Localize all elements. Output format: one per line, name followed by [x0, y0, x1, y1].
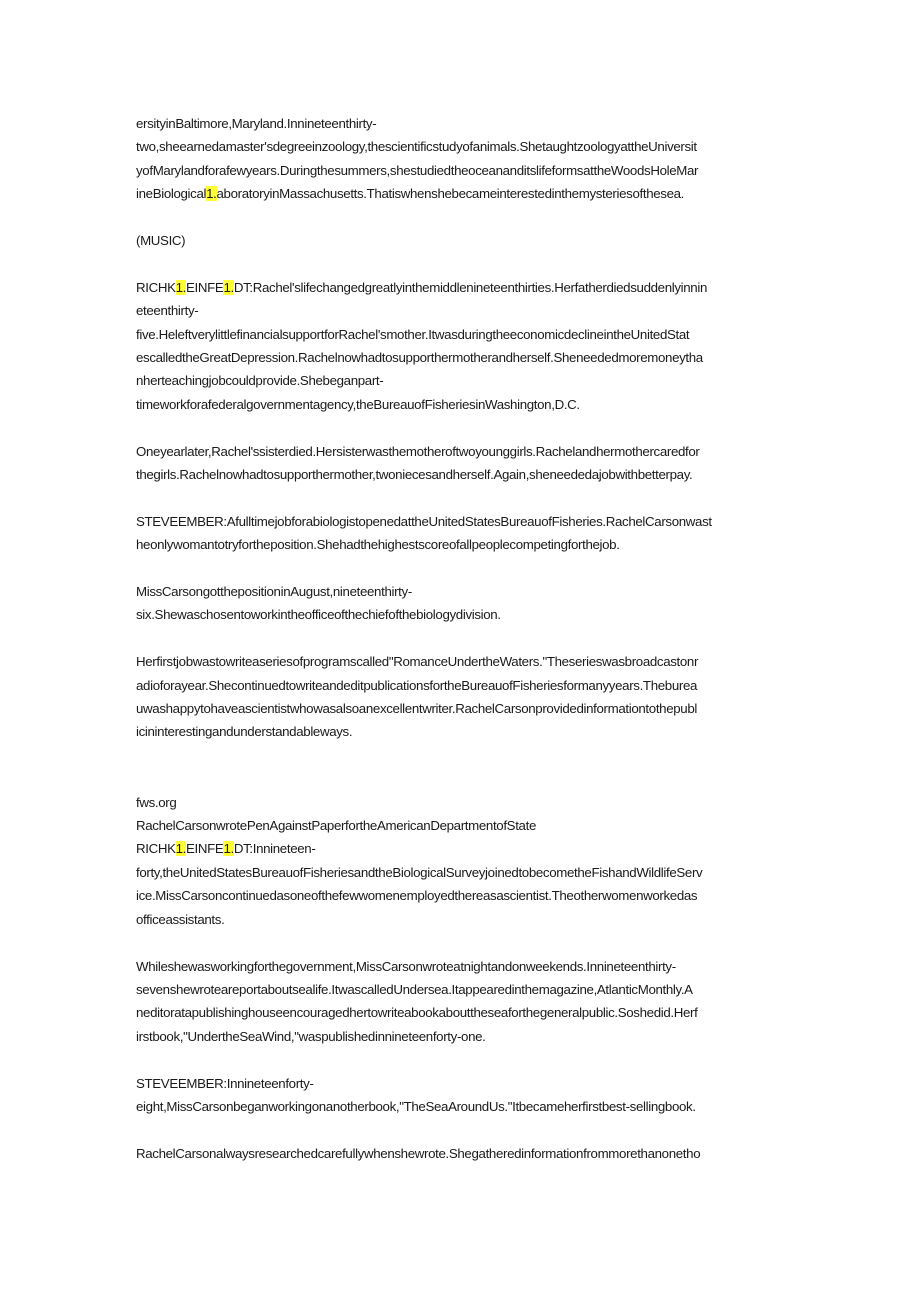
text-line: heonlywomantotryfortheposition.Shehadthehighestscoreofallpeoplecompetingforthejob. — [136, 537, 620, 553]
text-line: uwashappytohaveascientistwhowasalsoanexcellentwriter.RachelCarsonprovidedinformationtothepubl — [136, 701, 697, 717]
paragraph-4 — [136, 510, 786, 557]
paragraph-1 — [136, 112, 786, 206]
text-line: RachelCarsonwrotePenAgainstPaperfortheAmericanDepartmentofState — [136, 818, 536, 834]
text-line: five.HeleftverylittlefinancialsupportforRachel'smother.ItwasduringtheeconomicdeclineintheUnitedStat — [136, 326, 690, 342]
text-line: yofMarylandforafewyears.Duringthesummers,shestudiedtheoceananditslifeformsattheWoodsHoleMar — [136, 162, 699, 178]
highlight-mark: 1. — [175, 279, 187, 295]
text-line: sevenshewroteareportaboutsealife.ItwascalledUndersea.Itappearedinthemagazine,AtlanticMonthly.A — [136, 981, 693, 997]
text-line: officeassistants. — [136, 911, 225, 927]
text-line: fws.org — [136, 794, 177, 810]
paragraph-6 — [136, 650, 786, 744]
text-line: two,sheearnedamaster'sdegreeinzoology,thescientificstudyofanimals.ShetaughtzoologyattheUniversit — [136, 139, 697, 155]
text-line: RachelCarsonalwaysresearchedcarefullywhenshewrote.Shegatheredinformationfrommorethanonetho — [136, 1145, 701, 1161]
text-run: DT:Innineteen- — [233, 841, 316, 857]
highlight-mark: 1. — [175, 841, 187, 857]
text-line: escalledtheGreatDepression.Rachelnowhadtosupporthermotherandherself.Sheneededmoremoneytha — [136, 350, 703, 366]
highlight-mark: 1. — [206, 186, 217, 202]
text-line — [136, 182, 786, 205]
text-run: aboratoryinMassachusetts.Thatiswhenshebecameinterestedinthemysteriesofthesea. — [216, 186, 685, 202]
text-line: icininterestingandunderstandableways. — [136, 724, 353, 740]
text-line: (MUSIC) — [136, 233, 186, 249]
text-run: EINFE — [186, 841, 224, 857]
text-line: STEVEEMBER:Innineteenforty- — [136, 1075, 314, 1091]
text-run: RICHK — [136, 841, 176, 857]
paragraph-8 — [136, 955, 786, 1049]
text-line — [136, 276, 786, 299]
text-line: STEVEEMBER:AfulltimejobforabiologistopenedattheUnitedStatesBureauofFisheries.RachelCarsonwast — [136, 513, 712, 529]
text-line: eight,MissCarsonbeganworkingonanotherbook,"TheSeaAroundUs."Itbecameherfirstbest-sellingbook. — [136, 1098, 696, 1114]
highlight-mark: 1. — [223, 841, 234, 857]
paragraph-3 — [136, 440, 786, 487]
document-page — [136, 112, 786, 1165]
text-line: nherteachingjobcouldprovide.Shebeganpart- — [136, 373, 384, 389]
text-line: adioforayear.ShecontinuedtowriteandeditpublicationsfortheBureauofFisheriesformanyyears.Theburea — [136, 677, 698, 693]
text-line: six.Shewaschosentoworkintheofficeofthechiefofthebiologydivision. — [136, 607, 501, 623]
text-line: MissCarsongotthepositioninAugust,nineteenthirty- — [136, 584, 412, 600]
text-line: forty,theUnitedStatesBureauofFisheriesandtheBiologicalSurveyjoinedtobecometheFishandWildlifeServ — [136, 864, 703, 880]
text-run: RICHK — [136, 279, 176, 295]
text-line: ersityinBaltimore,Maryland.Innineteenthirty- — [136, 116, 377, 131]
highlight-mark: 1. — [223, 279, 234, 295]
paragraph-7 — [136, 791, 786, 931]
text-line — [136, 837, 786, 860]
paragraph-9 — [136, 1072, 786, 1119]
text-line: Oneyearlater,Rachel'ssisterdied.Hersisterwasthemotheroftwoyounggirls.Rachelandhermothercaredfor — [136, 443, 700, 459]
text-line: timeworkforafederalgovernmentagency,theBureauofFisheriesinWashington,D.C. — [136, 396, 580, 412]
text-line: eteenthirty- — [136, 303, 199, 319]
text-line: thegirls.Rachelnowhadtosupporthermother,twoniecesandherself.Again,sheneededajobwithbetterpay. — [136, 467, 693, 483]
text-line: Herfirstjobwastowriteaseriesofprogramscalled"RomanceUndertheWaters."Theserieswasbroadcastonr — [136, 654, 699, 670]
music-cue — [136, 229, 786, 252]
text-line: irstbook,"UndertheSeaWind,"waspublishedinnineteenforty-one. — [136, 1028, 486, 1044]
paragraph-5 — [136, 580, 786, 627]
text-line: Whileshewasworkingforthegovernment,MissCarsonwroteatnightandonweekends.Innineteenthirty- — [136, 958, 676, 974]
paragraph-2 — [136, 276, 786, 416]
text-line: neditoratapublishinghouseencouragedhertowriteabookabouttheseaforthegeneralpublic.Soshedid.Herf — [136, 1005, 698, 1021]
text-run: ineBiological — [136, 186, 207, 202]
text-run: EINFE — [186, 279, 224, 295]
paragraph-10 — [136, 1142, 786, 1165]
text-line: ice.MissCarsoncontinuedasoneofthefewwomenemployedthereasascientist.Theotherwomenworkedas — [136, 888, 698, 904]
text-run: DT:Rachel'slifechangedgreatlyinthemiddlenineteenthirties.Herfatherdiedsuddenlyinnin — [233, 279, 707, 295]
